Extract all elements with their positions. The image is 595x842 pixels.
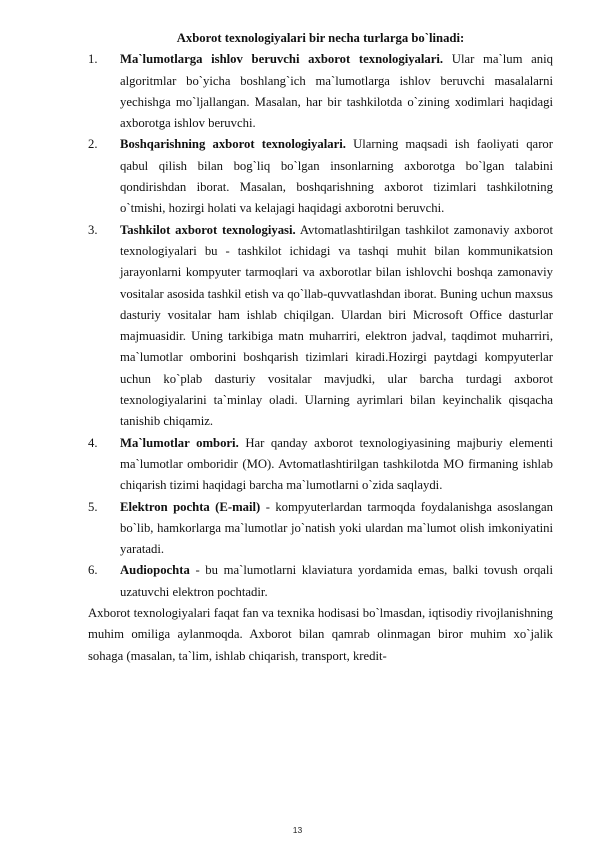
item-term: Tashkilot axborot texnologiyasi. (120, 222, 296, 237)
item-term: Boshqarishning axborot texnologiyalari. (120, 137, 346, 152)
item-text: Ularning maqsadi ish faoliyati qaror qabul qilish bilan bog`liq bo`lgan insonlarning axborotga bo`lgan talabini qondirishdan iborat. Masalan, boshqarishning axborot tizimlari tashkilotning o`tmishi, hozirgi holati va kelajagi haqidagi axborotni beruvchi. (120, 137, 553, 216)
item-term: Audiopochta (120, 563, 190, 578)
item-number: 1. (88, 52, 98, 67)
list-item (88, 497, 553, 561)
list-item (88, 220, 553, 433)
item-text: Avtomatlashtirilgan tashkilot zamonaviy axborot texnologiyalari bu - tashkilot ichidagi va tashqi muhit bilan kommunikatsion jarayonlarni kompyuter tarmoqlari va axborotlar bilan ishlovchi boshqa zamonaviy vositalar asosida tashkil etish va qo`llab-quvvatlashdan iborat. Buning uchun maxsus dasturiy vositalar ham ishlab chiqilgan. Ulardan biri Microsoft Office dasturlar majmuasidir. Uning tarkibiga matn muharriri, elektron jadval, taqdimot muharriri, ma`lumotlar omborini boshqarish tizimlari kiradi.Hozirgi paytdagi kompyuterlar uchun ko`plab dasturiy vositalar mavjudki, ular barcha turdagi axborot texnologiyalarini ta`minlay oladi. Ularning ayrimlari bilan keyinchalik qisqacha tanishib chiqamiz. (120, 222, 553, 429)
document-body (88, 28, 553, 667)
item-text: Ular ma`lum aniq algoritmlar bo`yicha boshlang`ich ma`lumotlarga ishlov beruvchi masalalarni yechishga mo`ljallangan. Masalan, har bir tashkilotda o`zining xodimlari haqidagi axborotga ishlov beruvchi. (120, 52, 553, 131)
list-item (88, 560, 553, 603)
item-text: Har qanday axborot texnologiyasining majburiy elementi ma`lumotlar omboridir (MO). Avtomatlashtirilgan tashkilotda MO firmaning ishlab chiqarish tizimi haqidagi barcha ma`lumotlarni o`zida saqlaydi. (120, 435, 553, 493)
section-title: Axborot texnologiyalari bir necha turlarga bo`linadi: (176, 31, 465, 45)
item-text: - bu ma`lumotlarni klaviatura yordamida emas, balki tovush orqali uzatuvchi elektron pochtadir. (120, 563, 553, 599)
item-number: 6. (88, 563, 98, 578)
item-number: 2. (88, 137, 98, 152)
item-term: Ma`lumotlarga ishlov beruvchi axborot texnologiyalari. (120, 52, 444, 67)
item-number: 5. (88, 499, 98, 514)
list-item (88, 433, 553, 497)
item-term: Ma`lumotlar ombori. (120, 435, 239, 450)
page-number: 13 (292, 825, 303, 835)
item-text: - kompyuterlardan tarmoqda foydalanishga asoslangan bo`lib, hamkorlarga ma`lumotlar jo`natish yoki ulardan ma`lumot olish imkoniyatini yaratadi. (120, 499, 553, 557)
item-number: 3. (88, 222, 98, 237)
item-term: Elektron pochta (E-mail) (120, 499, 261, 514)
list-item (88, 49, 553, 134)
item-number: 4. (88, 435, 98, 450)
list-item (88, 134, 553, 219)
closing-paragraph: Axborot texnologiyalari faqat fan va texnika hodisasi bo`lmasdan, iqtisodiy rivojlanishning muhim omiliga aylanmoqda. Axborot bilan qamrab olinmagan biror muhim xo`jalik sohaga (masalan, ta`lim, ishlab chiqarish, transport, kredit- (88, 606, 553, 663)
